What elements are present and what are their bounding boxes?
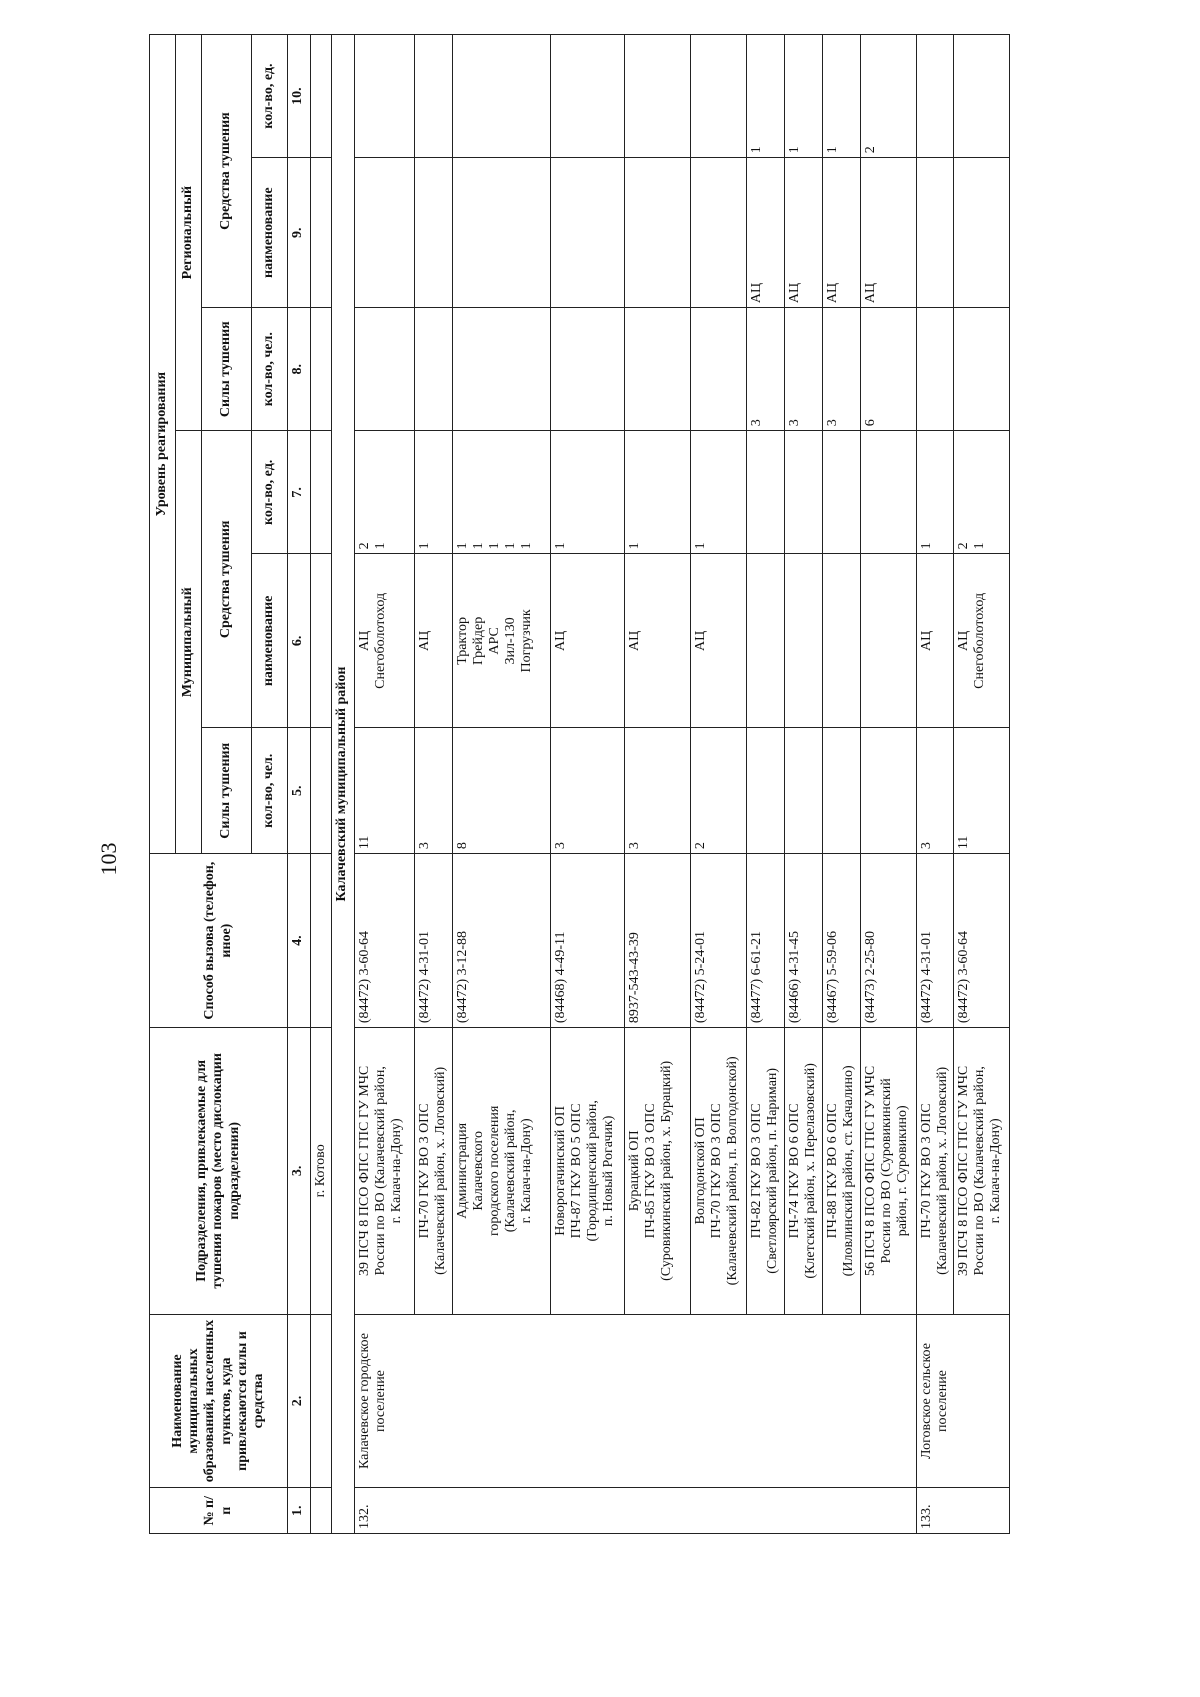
m-qty-line: 1 [417,542,432,550]
municipal-means [551,554,625,728]
m-means-line: АЦ [627,630,642,652]
unit-line: ПЧ-70 ГКУ ВО 3 ОПС [709,1103,725,1239]
m-means-line: Погрузчик [519,609,535,673]
unit-name [823,1028,861,1314]
header-response-level: Уровень реагирования [150,35,176,854]
call-phone: (84472) 3-60-64 [954,854,1010,1028]
call-phone: (84467) 5-59-06 [823,854,861,1028]
municipal-qty [861,431,917,554]
call-phone: (84472) 3-60-64 [355,854,415,1028]
municipal-forces [785,728,823,854]
unit-line: (Клетский район, х. Перелазовский) [803,1063,819,1279]
regional-means [415,158,453,308]
unit-line: России по ВО (Суровикинский [879,1078,895,1264]
page-number: 103 [96,842,121,876]
rotated-table-wrapper [149,34,1119,1534]
regional-qty [453,35,551,158]
regional-means [625,158,691,308]
m-qty-line: 1 [471,542,487,550]
row-number: 132. [355,1488,917,1534]
unit-name [954,1028,1010,1314]
table-row [954,35,1010,1534]
municipal-means [747,554,785,728]
unit-line: Бурацкий ОП [627,1130,642,1212]
table-row [917,35,954,1534]
regional-qty: 1 [823,35,861,158]
column-number: 1. [288,1488,311,1534]
regional-forces: 3 [823,308,861,431]
m-qty-line: 1 [627,542,642,550]
regional-qty [691,35,747,158]
unit-line: (Калачевский район, [503,1109,519,1233]
regional-means [551,158,625,308]
regional-means [355,158,415,308]
regional-means [453,158,551,308]
unit-name [625,1028,691,1314]
municipal-means [954,554,1010,728]
municipal-means [355,554,415,728]
regional-means: АЦ [785,158,823,308]
table-row [625,35,691,1534]
regional-qty: 1 [785,35,823,158]
unit-line: ПЧ-82 ГКУ ВО 3 ОПС [749,1103,764,1239]
call-phone: (84473) 2-25-80 [861,854,917,1028]
call-phone: 8937-543-43-39 [625,854,691,1028]
column-number-row [288,35,311,1534]
unit-line: (Калачевский район, х. Логовский) [935,1066,951,1275]
municipal-qty [747,431,785,554]
m-means-line: Трактор [455,617,470,665]
unit-line: г. Калач-на-Дону) [389,1118,405,1224]
regional-qty [917,35,954,158]
unit-line: Волгодонской ОП [693,1117,708,1225]
regional-forces: 3 [747,308,785,431]
header-m-forces: Силы тушения [202,728,252,854]
column-number: 3. [288,1028,311,1314]
regional-forces: 6 [861,308,917,431]
municipal-forces: 8 [453,728,551,854]
municipal-forces: 11 [954,728,1010,854]
municipal-means [415,554,453,728]
regional-means [917,158,954,308]
unit-line: район, г. Суровикино) [895,1105,911,1237]
municipal-forces [861,728,917,854]
regional-qty: 1 [747,35,785,158]
regional-qty [415,35,453,158]
unit-line: 39 ПСЧ 8 ПСО ФПС ГПС ГУ МЧС [956,1065,972,1276]
unit-line: Новорогачинский ОП [553,1105,568,1236]
unit-line: России по ВО (Калачевский район, [972,1066,988,1276]
municipal-qty [415,431,453,554]
unit-line: ПЧ-70 ГКУ ВО 3 ОПС [417,1103,432,1239]
column-number: 8. [288,308,311,431]
municipal-qty [453,431,551,554]
settlement-name: Калачевское городское поселение [355,1314,917,1488]
m-qty-line: 1 [693,542,708,550]
unit-line: России по ВО (Калачевский район, [373,1066,389,1276]
call-phone: (84468) 4-49-11 [551,854,625,1028]
municipal-qty [625,431,691,554]
unit-line: ПЧ-70 ГКУ ВО 3 ОПС [919,1103,934,1239]
m-means-line: АЦ [357,630,372,652]
municipal-qty [954,431,1010,554]
column-number: 6. [288,554,311,728]
unit-line: (Калачевский район, п. Волгодонской) [725,1056,741,1286]
municipal-forces: 3 [625,728,691,854]
call-phone: (84472) 3-12-88 [453,854,551,1028]
table-row [861,35,917,1534]
response-table [149,34,1010,1534]
municipal-qty [785,431,823,554]
municipal-means [785,554,823,728]
m-qty-line: 1 [919,542,934,550]
header-units: Подразделения, привлекаемые для тушения пожаров (место дислокации подразделения) [150,1028,288,1314]
m-qty-line: 1 [553,542,568,550]
m-means-line: АЦ [417,630,432,652]
municipal-means [917,554,954,728]
section-row [332,35,355,1534]
header-regional: Региональный [176,35,202,431]
m-means-line: АЦ [919,630,934,652]
header-r-means: Средства тушения [202,35,252,308]
municipal-forces: 2 [691,728,747,854]
m-means-line: Снегоболотоход [972,592,988,689]
municipal-forces: 3 [415,728,453,854]
header-m-qty-units: кол-во, ед. [252,431,288,554]
unit-line: (Светлоярский район, п. Нариман) [765,1067,781,1274]
m-means-line: АЦ [553,630,568,652]
regional-forces: 3 [785,308,823,431]
table-row [747,35,785,1534]
regional-forces [625,308,691,431]
table-row [691,35,747,1534]
m-means-line: АЦ [693,630,708,652]
m-qty-line: 2 [956,542,972,550]
table-row [453,35,551,1534]
unit-line: 56 ПСЧ 8 ПСО ФПС ГПС ГУ МЧС [863,1065,878,1276]
column-number: 4. [288,854,311,1028]
call-phone: (84472) 4-31-01 [917,854,954,1028]
column-number: 2. [288,1314,311,1488]
municipal-forces: 3 [917,728,954,854]
m-means-line: АРС [487,627,503,655]
municipal-means [823,554,861,728]
unit-name [785,1028,823,1314]
regional-means: АЦ [861,158,917,308]
table-row [415,35,453,1534]
header-municipal: Муниципальный [176,431,202,854]
m-qty-line: 1 [519,542,535,550]
municipal-forces: 11 [355,728,415,854]
m-means-line: Зил-130 [503,617,519,665]
header-m-name: наименование [252,554,288,728]
unit-line: (Городищенский район, [585,1100,601,1242]
m-means-line: Снегоболотоход [373,592,389,689]
unit-name [355,1028,415,1314]
header-num: № п/п [150,1488,288,1534]
header-r-name: наименование [252,158,288,308]
table-row [551,35,625,1534]
municipal-forces [823,728,861,854]
call-phone: (84472) 4-31-01 [415,854,453,1028]
municipal-qty [355,431,415,554]
row-number: 133. [917,1488,1010,1534]
settlement-name: Логовское сельское поселение [917,1314,1010,1488]
column-number: 10. [288,35,311,158]
regional-qty [355,35,415,158]
header-settlement: Наименование муниципальных образований, населенных пунктов, куда привлекаются силы и средства [150,1314,288,1488]
m-qty-line: 1 [455,542,470,550]
table-row [785,35,823,1534]
unit-name [861,1028,917,1314]
municipal-means [861,554,917,728]
column-number: 9. [288,158,311,308]
header-r-qty-units: кол-во, ед. [252,35,288,158]
regional-qty [954,35,1010,158]
municipal-qty [917,431,954,554]
unit-name [415,1028,453,1314]
unit-line: городского поселения [487,1105,503,1237]
header-r-qty-people: кол-во, чел. [252,308,288,431]
municipal-qty [823,431,861,554]
header-m-qty-people: кол-во, чел. [252,728,288,854]
unit-line: ПЧ-87 ГКУ ВО 5 ОПС [569,1103,585,1239]
call-phone: (84466) 4-31-45 [785,854,823,1028]
unit-line: г. Калач-на-Дону) [519,1118,535,1224]
regional-forces [691,308,747,431]
unit-line: 39 ПСЧ 8 ПСО ФПС ГПС ГУ МЧС [357,1065,372,1276]
unit-line: Администрация [455,1122,470,1219]
unit-name [917,1028,954,1314]
unit-name [691,1028,747,1314]
regional-forces [917,308,954,431]
table-row [823,35,861,1534]
unit-line: (Суровикинский район, х. Бурацкий) [659,1060,675,1281]
city-name: г. Котово [311,1028,332,1314]
unit-line: ПЧ-88 ГКУ ВО 6 ОПС [825,1103,840,1239]
regional-means [691,158,747,308]
unit-name [453,1028,551,1314]
m-qty-line: 1 [503,542,519,550]
column-number: 5. [288,728,311,854]
municipal-qty [551,431,625,554]
regional-forces [453,308,551,431]
call-phone: (84472) 5-24-01 [691,854,747,1028]
m-qty-line: 2 [357,542,372,550]
municipal-forces [747,728,785,854]
header-m-means: Средства тушения [202,431,252,728]
regional-means: АЦ [747,158,785,308]
m-means-line: Грейдер [471,616,487,666]
regional-qty: 2 [861,35,917,158]
municipal-means [453,554,551,728]
regional-means: АЦ [823,158,861,308]
column-number: 7. [288,431,311,554]
municipal-means [691,554,747,728]
section-title: Калачевский муниципальный район [332,35,355,1534]
unit-line: г. Калач-на-Дону) [988,1118,1004,1224]
unit-line: (Иловлинский район, ст. Качалино) [841,1065,857,1277]
table-row [355,35,415,1534]
unit-name [551,1028,625,1314]
m-qty-line: 1 [373,542,389,550]
unit-name [747,1028,785,1314]
regional-forces [355,308,415,431]
unit-line: Калачевского [471,1131,487,1211]
unit-line: (Калачевский район, х. Логовский) [433,1066,449,1275]
m-means-line: АЦ [956,630,972,652]
header-r-forces: Силы тушения [202,308,252,431]
regional-qty [625,35,691,158]
call-phone: (84477) 6-61-21 [747,854,785,1028]
m-qty-line: 1 [972,542,988,550]
municipal-means [625,554,691,728]
header-call-method: Способ вызова (телефон, иное) [150,854,288,1028]
unit-line: ПЧ-74 ГКУ ВО 6 ОПС [787,1103,802,1239]
regional-forces [954,308,1010,431]
municipal-forces: 3 [551,728,625,854]
m-qty-line: 1 [487,542,503,550]
regional-means [954,158,1010,308]
regional-forces [415,308,453,431]
municipal-qty [691,431,747,554]
unit-line: ПЧ-85 ГКУ ВО 3 ОПС [643,1103,659,1239]
regional-forces [551,308,625,431]
regional-qty [551,35,625,158]
city-row [311,35,332,1534]
unit-line: п. Новый Рогачик) [601,1115,617,1227]
